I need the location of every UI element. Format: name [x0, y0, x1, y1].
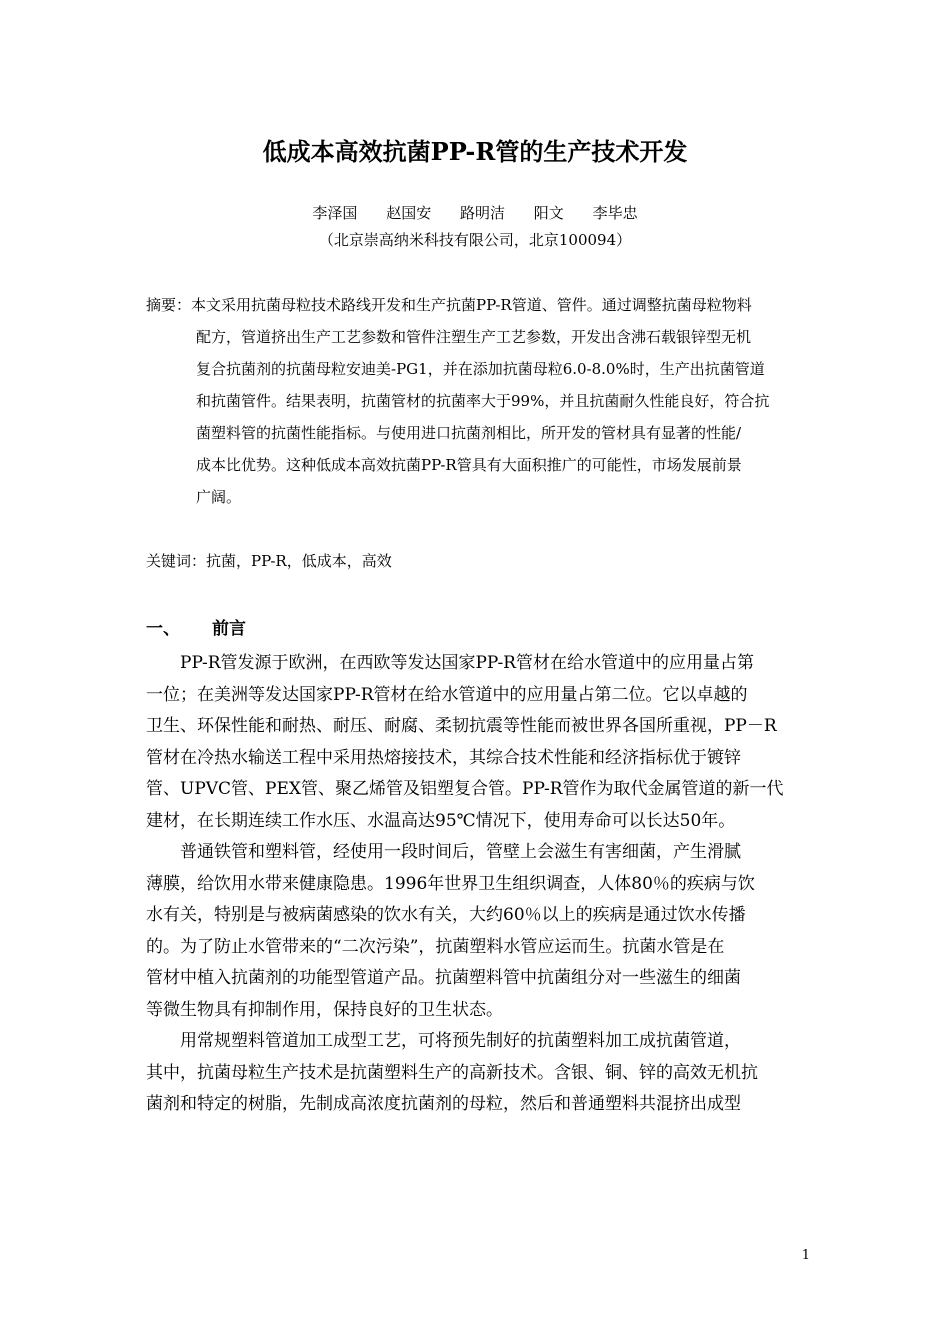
abstract-line: 菌塑料管的抗菌性能指标。与使用进口抗菌剂相比，所开发的管材具有显著的性能/ [196, 424, 742, 442]
body-line: 建材，在长期连续工作水压、水温高达95℃情况下，使用寿命可以长达50年。 [146, 810, 736, 831]
body-line: 普通铁管和塑料管，经使用一段时间后，管壁上会滋生有害细菌，产生滑腻 [146, 842, 741, 862]
keywords: 关键词：抗菌，PP-R，低成本，高效 [146, 552, 392, 570]
body-line: 管、UPVC管、PEX管、聚乙烯管及铝塑复合管。PP-R管作为取代金属管道的新一代 [146, 779, 784, 799]
abstract-line: 配方，管道挤出生产工艺参数和管件注塑生产工艺参数，开发出含沸石载银锌型无机 [196, 328, 752, 346]
abstract-line: 和抗菌管件。结果表明，抗菌管材的抗菌率大于99%，并且抗菌耐久性能良好，符合抗 [196, 392, 770, 410]
abstract-line: 成本比优势。这种低成本高效抗菌PP-R管具有大面积推广的可能性，市场发展前景 [196, 456, 742, 474]
body-line: 的。为了防止水管带来的“二次污染”，抗菌塑料水管应运而生。抗菌水管是在 [146, 936, 725, 957]
affiliation: （北京崇高纳米科技有限公司，北京100094） [318, 231, 632, 249]
body-line: PP-R管发源于欧洲，在西欧等发达国家PP-R管材在给水管道中的应用量占第 [146, 653, 754, 673]
body-line: 一位；在美洲等发达国家PP-R管材在给水管道中的应用量占第二位。它以卓越的 [146, 684, 748, 705]
author-name: 赵国安 [386, 204, 432, 222]
body-line: 用常规塑料管道加工成型工艺，可将预先制好的抗菌塑料加工成抗菌管道， [146, 1031, 741, 1051]
body-text [146, 648, 810, 1121]
body-line: 卫生、环保性能和耐热、耐压、耐腐、柔韧抗震等性能而被世界各国所重视，PP－R [146, 716, 777, 736]
body-line: 管材中植入抗菌剂的功能型管道产品。抗菌塑料管中抗菌组分对一些滋生的细菌 [146, 968, 741, 988]
body-line: 管材在冷热水输送工程中采用热熔接技术，其综合技术性能和经济指标优于镀锌 [146, 747, 741, 768]
abstract-line: 摘要：本文采用抗菌母粒技术路线开发和生产抗菌PP-R管道、管件。通过调整抗菌母粒物料 [146, 296, 752, 314]
body-line: 水有关，特别是与被病菌感染的饮水有关，大约60％以上的疾病是通过饮水传播 [146, 905, 746, 925]
paper-title: 低成本高效抗菌PP-R管的生产技术开发 [262, 137, 688, 166]
section-number: 一、 [146, 619, 180, 639]
body-line: 薄膜，给饮用水带来健康隐患。1996年世界卫生组织调查，人体80％的疾病与饮 [146, 873, 755, 894]
author-list [0, 202, 950, 223]
author-name: 李毕忠 [592, 204, 638, 222]
page-number: 1 [801, 1248, 810, 1263]
abstract-line: 广阔。 [196, 488, 242, 506]
body-line: 等微生物具有抑制作用，保持良好的卫生状态。 [146, 999, 503, 1020]
author-name: 李泽国 [312, 204, 358, 222]
abstract-line: 复合抗菌剂的抗菌母粒安迪美-PG1，并在添加抗菌母粒6.0-8.0%时，生产出抗菌管道 [196, 360, 765, 378]
author-name: 阳文 [533, 204, 564, 222]
section-heading [146, 614, 246, 639]
abstract [146, 289, 810, 513]
body-line: 菌剂和特定的树脂，先制成高浓度抗菌剂的母粒，然后和普通塑料共混挤出成型 [146, 1094, 741, 1114]
section-title: 前言 [212, 619, 246, 639]
author-name: 路明洁 [459, 204, 505, 222]
body-line: 其中，抗菌母粒生产技术是抗菌塑料生产的高新技术。含银、铜、锌的高效无机抗 [146, 1062, 758, 1083]
